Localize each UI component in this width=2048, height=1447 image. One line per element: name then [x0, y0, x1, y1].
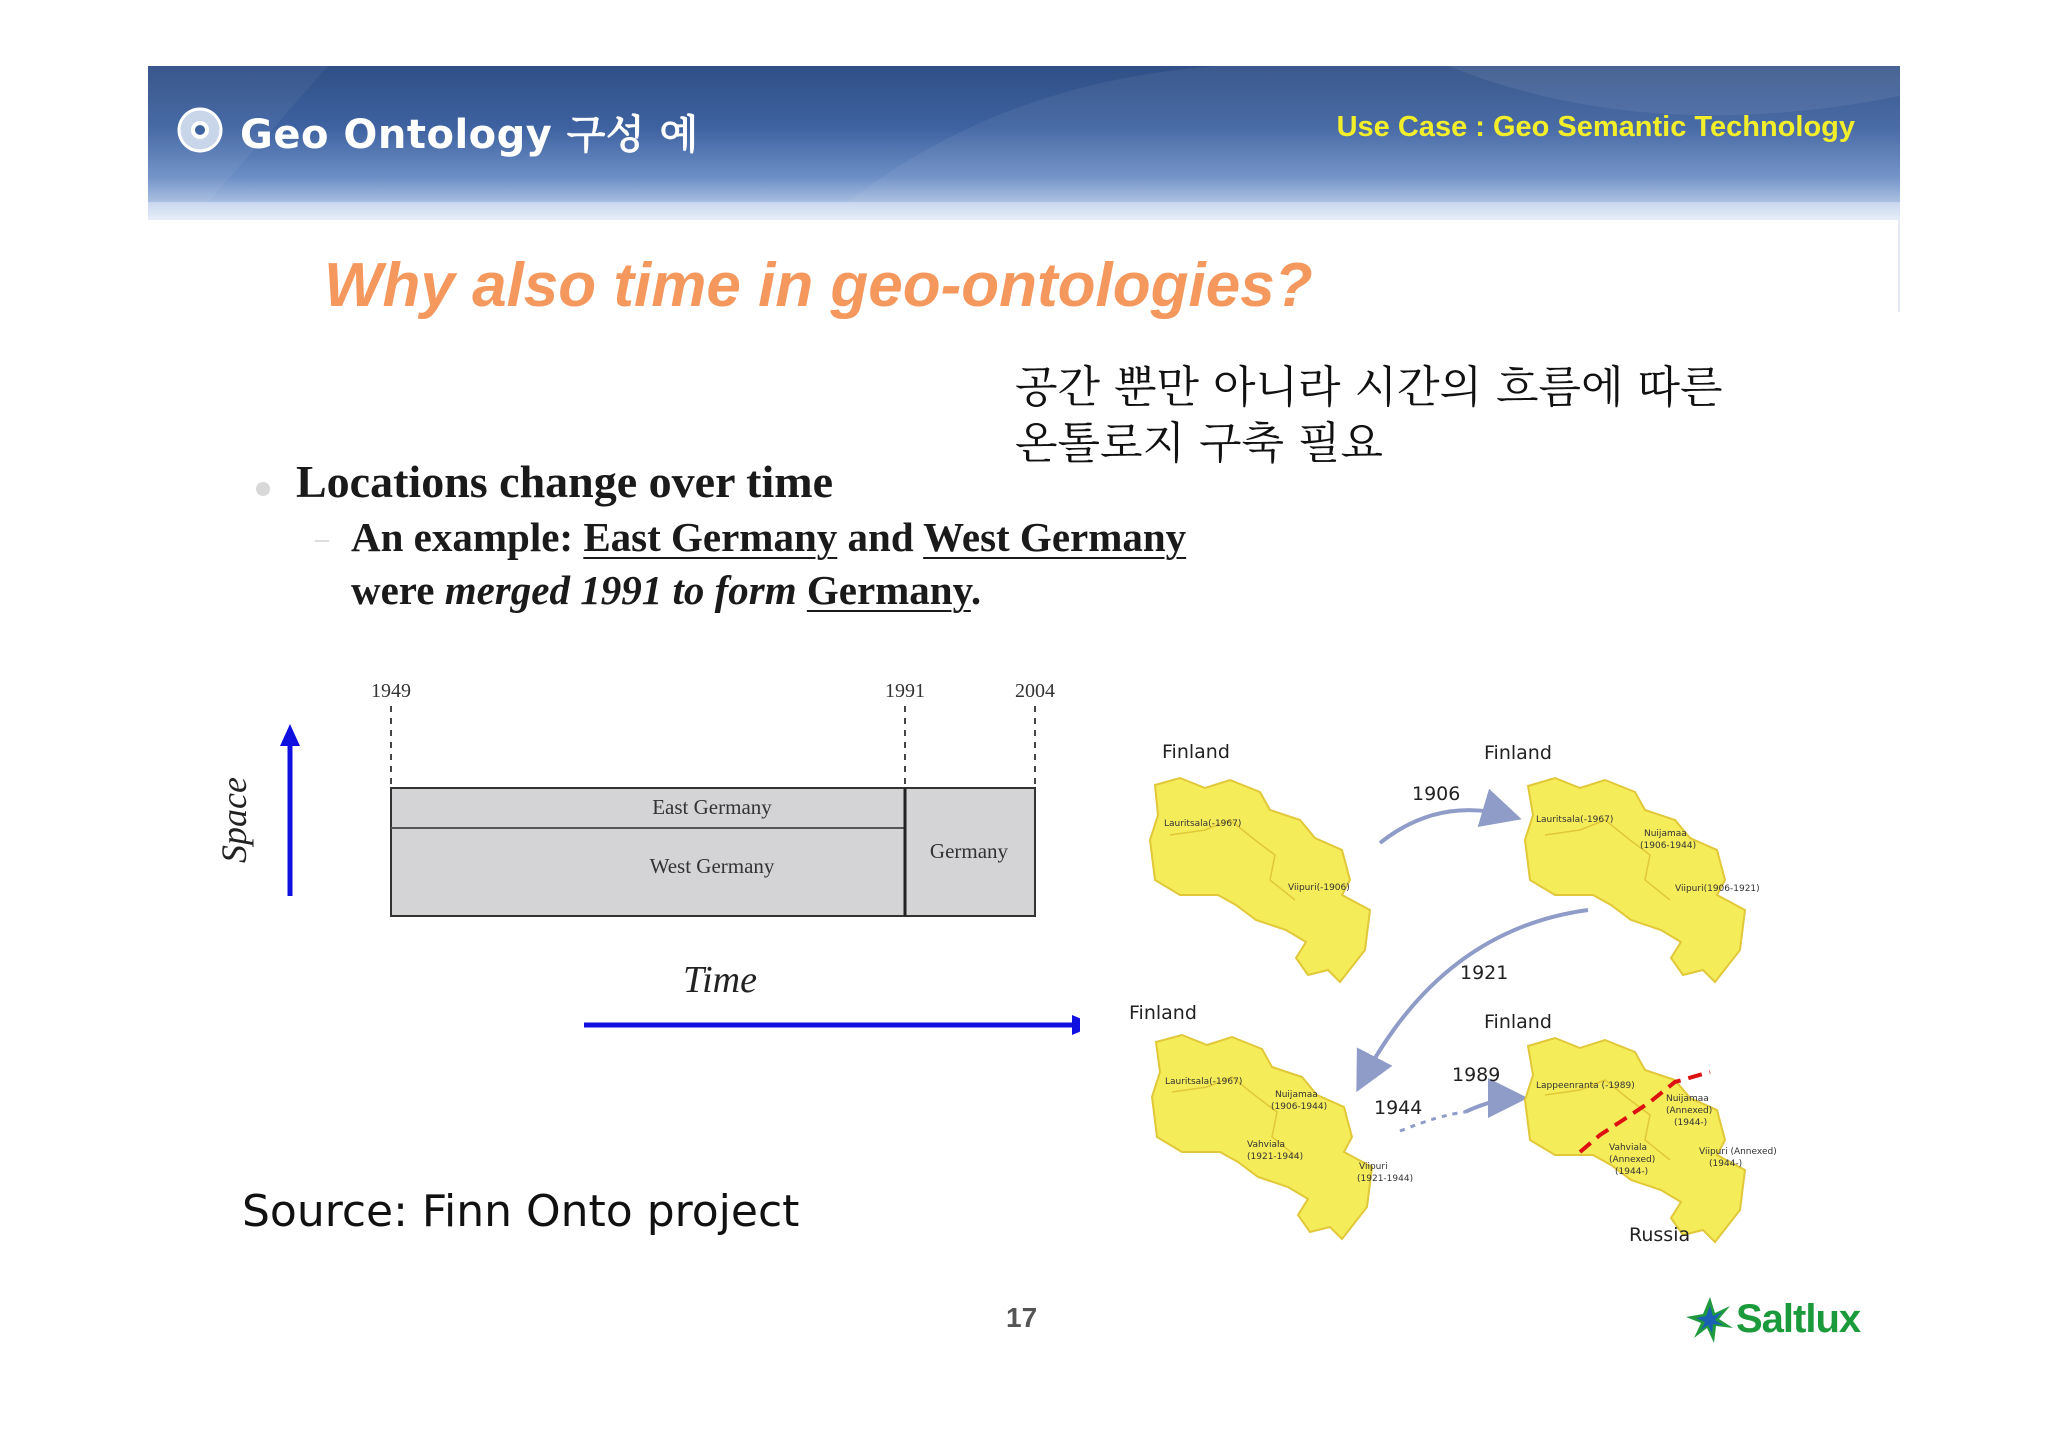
map-2-note-1: Lauritsala(-1967) [1536, 815, 1614, 825]
map-1-label: Finland [1162, 741, 1230, 763]
year-label-2004: 2004 [1015, 680, 1055, 702]
map-1-note-2: Viipuri(-1906) [1288, 883, 1350, 893]
transition-1906-label: 1906 [1412, 783, 1461, 805]
west-germany-label: West Germany [649, 854, 775, 878]
page-number: 17 [1006, 1302, 1038, 1333]
map-1906-after [1525, 778, 1745, 982]
transition-1944-label: 1944 [1374, 1097, 1423, 1119]
map-2-label: Finland [1484, 742, 1552, 764]
title-bullet-icon [177, 107, 223, 153]
main-bullet: Locations change over time [296, 456, 834, 507]
map-3-label: Finland [1129, 1002, 1197, 1024]
slide-title: Geo Ontology 구성 예 [240, 112, 699, 158]
use-case-label: Use Case : Geo Semantic Technology [1336, 111, 1855, 143]
transition-1921-label: 1921 [1460, 962, 1509, 984]
map-4-note-9: (1944-) [1709, 1159, 1743, 1169]
merged-text: merged 1991 to form [444, 567, 807, 613]
east-germany-label: East Germany [652, 795, 772, 819]
example-prefix: An example: [351, 514, 584, 560]
sub-bullet-line-2 [351, 566, 981, 614]
map-4-note-4: (1944-) [1674, 1118, 1708, 1128]
map-4-label: Finland [1484, 1011, 1552, 1033]
map-1906-before [1150, 778, 1370, 982]
west-germany-text: West Germany [923, 514, 1187, 560]
and-text: and [837, 514, 924, 560]
bullet-dot [256, 482, 270, 496]
time-axis-label: Time [683, 959, 757, 1001]
space-axis-label: Space [214, 777, 254, 863]
map-4-note-5: Vahviala [1609, 1143, 1648, 1153]
map-3-note-7: (1921-1944) [1357, 1174, 1414, 1184]
map-4-note-7: (1944-) [1615, 1167, 1649, 1177]
map-4-note-6: (Annexed) [1609, 1155, 1656, 1165]
germany-label: Germany [929, 839, 1009, 863]
map-2-note-4: Viipuri(1906-1921) [1675, 884, 1760, 894]
transition-arrow-1906 [1380, 810, 1514, 843]
map-2-note-2: Nuijamaa [1644, 829, 1687, 839]
source-caption: Source: Finn Onto project [242, 1186, 800, 1237]
finland-map-figure [1110, 720, 1810, 1260]
map-4-note-3: (Annexed) [1666, 1106, 1713, 1116]
map-3-note-4: Vahviala [1247, 1140, 1286, 1150]
transition-1989-label: 1989 [1452, 1064, 1501, 1086]
sub-bullet-line-1 [351, 513, 1186, 561]
map-4-note-2: Nuijamaa [1666, 1094, 1709, 1104]
map-1-note-1: Lauritsala(-1967) [1164, 819, 1242, 829]
map-2-note-3: (1906-1944) [1640, 841, 1697, 851]
timeline-diagram [200, 670, 1080, 1050]
time-arrow-head-icon [1072, 1015, 1080, 1035]
germany-text: Germany [806, 567, 971, 613]
map-3-note-3: (1906-1944) [1271, 1102, 1328, 1112]
period-text: . [970, 567, 982, 613]
map-3-note-1: Lauritsala(-1967) [1165, 1077, 1243, 1087]
korean-note-line-1: 공간 뿐만 아니라 시간의 흐름에 따른 [1015, 362, 1723, 413]
slide-frame-line [1898, 220, 1900, 312]
saltlux-logo-text: Saltlux [1736, 1297, 1861, 1341]
transition-arrow-1989 [1465, 1098, 1520, 1112]
east-west-block [391, 788, 905, 916]
year-label-1949: 1949 [371, 680, 411, 702]
sub-bullet-dash [315, 540, 329, 542]
map-3-note-2: Nuijamaa [1275, 1090, 1318, 1100]
east-germany-text: East Germany [583, 514, 838, 560]
map-3-note-5: (1921-1944) [1247, 1152, 1304, 1162]
map-4-note-1: Lappeenranta (-1989) [1536, 1081, 1635, 1091]
map-3-note-6: Viipuri [1359, 1162, 1388, 1172]
banner-underline [148, 202, 1900, 220]
were-text: were [351, 567, 445, 613]
saltlux-star-icon [1686, 1297, 1733, 1343]
russia-label: Russia [1629, 1224, 1691, 1246]
year-label-1991: 1991 [885, 680, 925, 702]
map-1989 [1525, 1038, 1745, 1242]
korean-note [1015, 360, 1723, 472]
slide-heading: Why also time in geo-ontologies? [324, 251, 1313, 320]
korean-note-line-2: 온톨로지 구축 필요 [1015, 418, 1384, 469]
map-4-note-8: Viipuri (Annexed) [1699, 1147, 1777, 1157]
space-arrow-head-icon [280, 724, 300, 746]
map-1921 [1152, 1035, 1372, 1239]
